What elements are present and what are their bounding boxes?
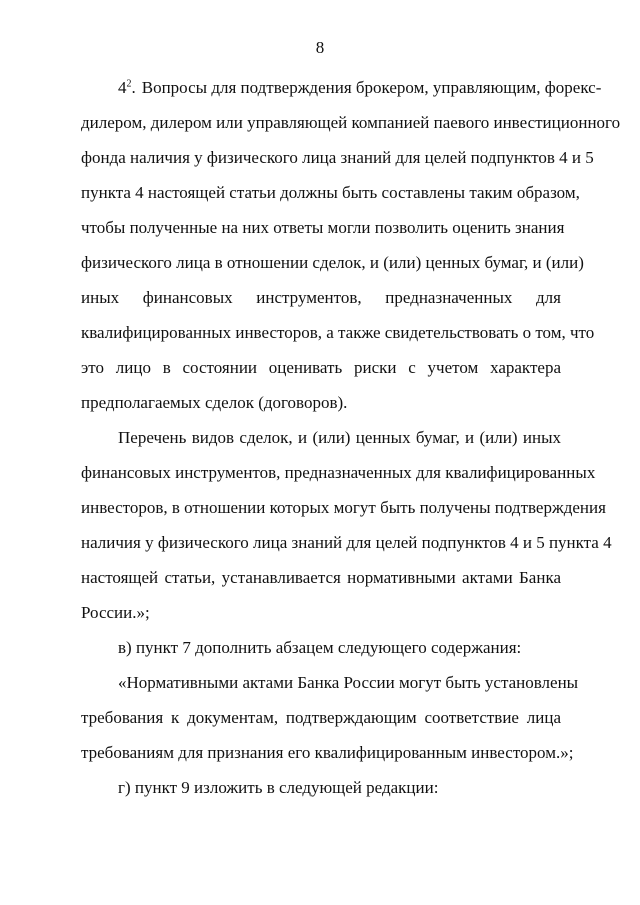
paragraph-4-line-1: «Нормативными актами Банка России могут быть установлены: [118, 673, 579, 692]
paragraph-1-line-3: фонда наличия у физического лица знаний для целей подпунктов 4 и 5: [81, 148, 594, 167]
paragraph-2-line-4: наличия у физического лица знаний для целей подпунктов 4 и 5 пункта 4: [81, 533, 612, 552]
paragraph-5-line-1: г) пункт 9 изложить в следующей редакции:: [118, 778, 439, 797]
paragraph-1-line-2: дилером, дилером или управляющей компанией паевого инвестиционного: [81, 113, 621, 132]
paragraph-1-line-10: предполагаемых сделок (договоров).: [81, 393, 348, 412]
paragraph-2-line-2: финансовых инструментов, предназначенных для квалифицированных: [81, 463, 596, 482]
paragraph-1-line-4: пункта 4 настоящей статьи должны быть составлены таким образом,: [81, 183, 580, 202]
paragraph-number: $4^2$.: [118, 78, 136, 97]
paragraph-4-line-2: требования к документам, подтверждающим соответствие лица: [81, 708, 561, 727]
paragraph-2-line-3: инвесторов, в отношении которых могут быть получены подтверждения: [81, 498, 606, 517]
paragraph-2-line-5: настоящей статьи, устанавливается нормативными актами Банка: [81, 568, 561, 587]
paragraph-1-line-6: физического лица в отношении сделок, и (или) ценных бумаг, и (или): [81, 253, 584, 272]
page-number: 8: [315, 38, 325, 57]
paragraph-2-line-1: Перечень видов сделок, и (или) ценных бумаг, и (или) иных: [118, 428, 561, 447]
paragraph-2-line-6: России.»;: [81, 603, 150, 622]
paragraph-1-line-8: квалифицированных инвесторов, а также свидетельствовать о том, что: [81, 323, 595, 342]
paragraph-1-line-7: иных финансовых инструментов, предназначенных для: [81, 288, 561, 307]
paragraph-1-line-1: $4^2$. Вопросы для подтверждения брокером, управляющим, форекс-: [118, 78, 602, 97]
paragraph-3-line-1: в) пункт 7 дополнить абзацем следующего содержания:: [118, 638, 522, 657]
paragraph-1-line-9: это лицо в состоянии оценивать риски с учетом характера: [81, 358, 561, 377]
paragraph-1-line-5: чтобы полученные на них ответы могли позволить оценить знания: [81, 218, 565, 237]
paragraph-4-line-3: требованиям для признания его квалифицированным инвестором.»;: [81, 743, 574, 762]
